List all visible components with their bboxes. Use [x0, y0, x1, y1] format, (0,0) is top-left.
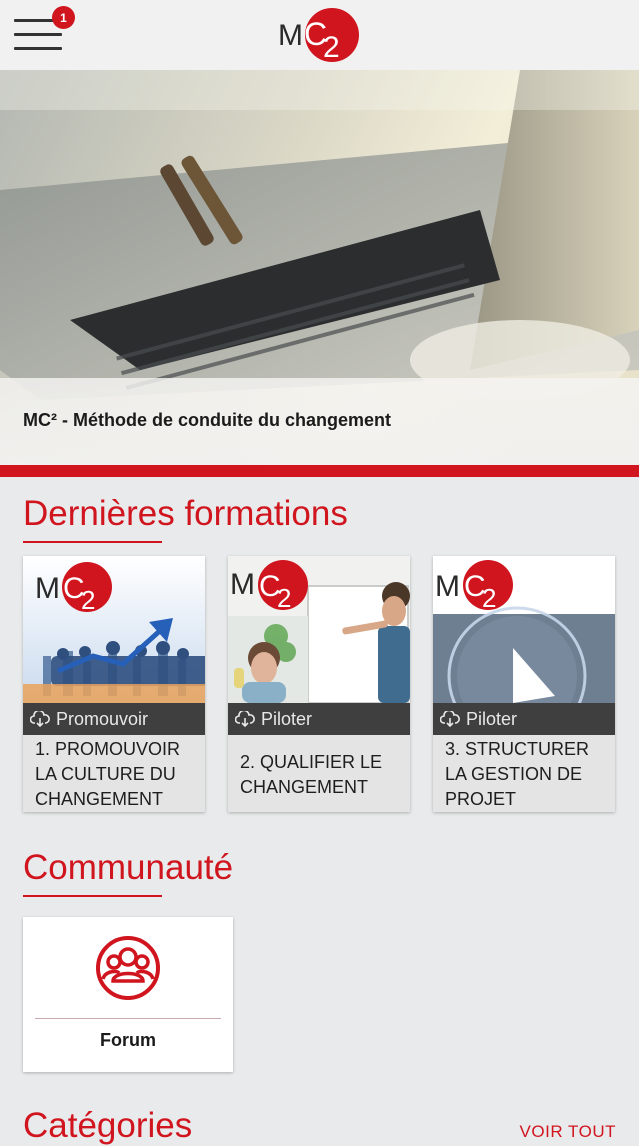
svg-text:2: 2 [277, 583, 292, 613]
course-card[interactable] [23, 556, 205, 812]
course-thumbnail [228, 556, 410, 703]
menu-bar-icon [14, 33, 62, 36]
svg-text:2: 2 [482, 583, 497, 613]
course-tag-bar [23, 703, 205, 735]
cloud-download-icon [440, 711, 460, 727]
section-underline [23, 895, 162, 897]
mc2-logo [228, 558, 314, 614]
red-divider [0, 465, 639, 477]
course-tag-bar [433, 703, 615, 735]
course-thumbnail [433, 556, 615, 703]
svg-text:M: M [278, 19, 303, 52]
course-tag: Promouvoir [56, 708, 149, 729]
svg-text:2: 2 [81, 585, 96, 614]
svg-text:2: 2 [323, 31, 340, 63]
course-title: 2. QUALIFIER LE CHANGEMENT [240, 751, 383, 797]
forum-label: Forum [100, 1030, 156, 1050]
divider [35, 1018, 221, 1019]
course-tag-bar [228, 703, 410, 735]
menu-bar-icon [14, 47, 62, 50]
svg-text:C: C [304, 16, 328, 52]
svg-text:C: C [259, 570, 281, 603]
course-title: 1. PROMOUVOIR LA CULTURE DU CHANGEMENT [35, 739, 181, 809]
course-tag: Piloter [261, 708, 313, 729]
section-title-latest: Dernières formations [23, 494, 348, 533]
course-card[interactable] [228, 556, 410, 812]
cloud-download-icon [235, 711, 255, 727]
course-tag: Piloter [466, 708, 518, 729]
community-people-icon [95, 935, 161, 1001]
svg-text:M: M [435, 570, 460, 603]
mc2-logo [27, 558, 113, 614]
notification-badge: 1 [52, 6, 75, 29]
section-underline [23, 541, 162, 543]
svg-text:C: C [63, 572, 85, 605]
mc2-logo [433, 558, 519, 614]
forum-card[interactable] [23, 917, 233, 1072]
top-bar [0, 0, 639, 70]
mc2-logo[interactable] [278, 7, 362, 63]
svg-text:M: M [35, 572, 60, 605]
course-title: 3. STRUCTURER LA GESTION DE PROJET [445, 739, 590, 809]
svg-text:M: M [230, 568, 255, 601]
hero-title: MC² - Méthode de conduite du changement [23, 410, 391, 430]
section-title-categories: Catégories [23, 1106, 193, 1145]
see-all-link[interactable]: VOIR TOUT [519, 1122, 616, 1141]
cloud-download-icon [30, 711, 50, 727]
section-title-community: Communauté [23, 848, 234, 887]
svg-text:C: C [464, 570, 486, 603]
hero-banner[interactable] [0, 70, 639, 466]
course-card[interactable] [433, 556, 615, 812]
course-thumbnail [23, 556, 205, 703]
